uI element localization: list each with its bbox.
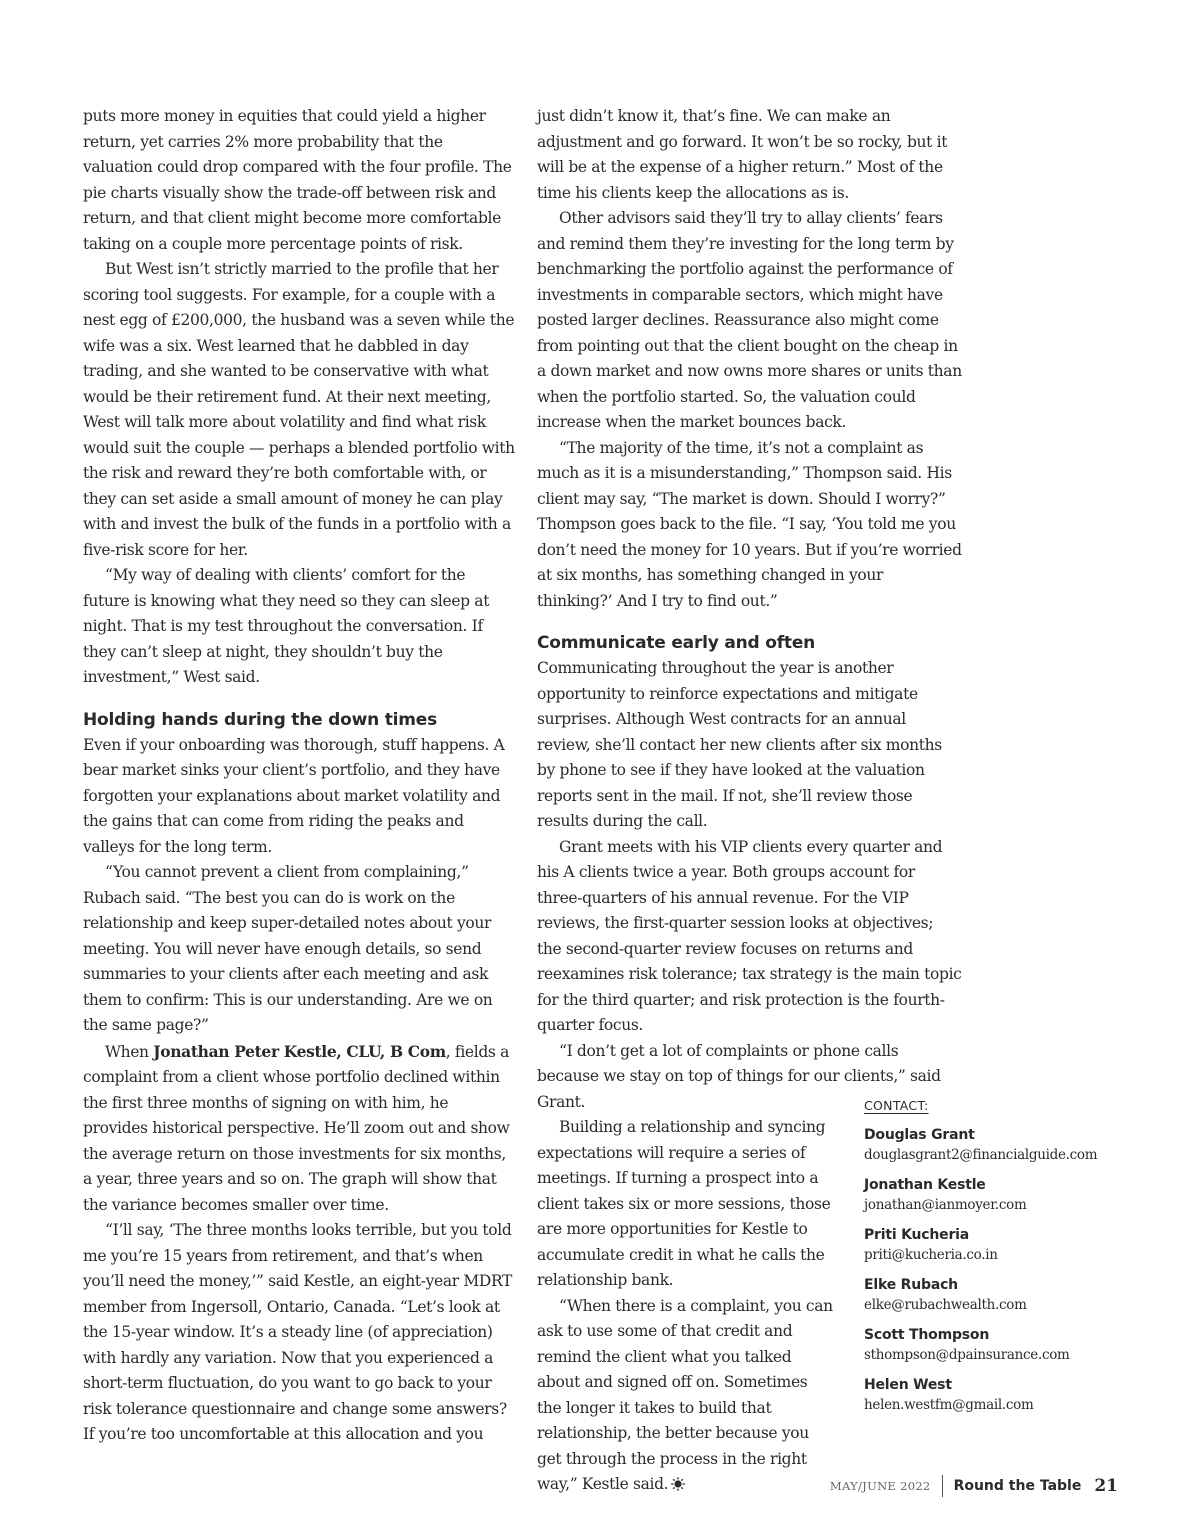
body-paragraph: Other advisors said they’ll try to allay clients’ fears and remind them they’re investing for the long term by benchmarking the portfolio against the performance of investments in comparable sectors, which might have posted larger declines. Reassurance also might come from pointing out that the client bought on the cheap in a down market and now owns more shares or units than when the portfolio started. So, the valuation could increase when the market bounces back. [537,209,962,431]
contact-entry [864,1375,1164,1415]
body-paragraph: Grant meets with his VIP clients every quarter and his A clients twice a year. Both groups account for three-quarters of his annual revenue. For the VIP reviews, the first-quarter session looks at objectives; the second-quarter review focuses on returns and reexamines risk tolerance; tax strategy is the main topic for the third quarter; and risk protection is the fourth-quarter focus. [537,837,962,1034]
contact-email-link[interactable]: sthompson@dpainsurance.com [864,1347,1070,1363]
issue-date: MAY/JUNE 2022 [829,1479,931,1493]
body-paragraph: puts more money in equities that could yield a higher return, yet carries 2% more probability that the valuation could drop compared with the four profile. The pie charts visually show the trade-off between risk and return, and that client might become more comfortable taking on a couple more percentage points of risk. [83,107,512,253]
contact-email-link[interactable]: elke@rubachwealth.com [864,1297,1027,1313]
contact-name: Jonathan Kestle [864,1177,986,1193]
contact-name: Elke Rubach [864,1277,958,1293]
sun-end-mark-icon [671,1477,685,1491]
body-paragraph [537,1294,835,1498]
body-paragraph: “You cannot prevent a client from complaining,” Rubach said. “The best you can do is work on the relationship and keep super-detailed notes about your meeting. You will never have enough details, so send summaries to your clients after each meeting and ask them to confirm: This is our understanding. Are we on the same page?” [83,863,493,1034]
contact-heading: CONTACT: [864,1098,929,1113]
body-paragraph: Building a relationship and syncing expectations will require a series of meetings. If turning a prospect into a client takes six or more sessions, those are more opportunities for Kestle to accumulate credit in what he calls the relationship bank. [537,1118,831,1289]
contact-name: Priti Kucheria [864,1227,970,1243]
page-number: 21 [1094,1476,1118,1496]
body-paragraph: “The majority of the time, it’s not a complaint as much as it is a misunderstanding,” Thompson said. His client may say, “The market is down. Should I worry?” Thompson goes back to the file. “I say, ‘You told me you don’t need the money for 10 years. But if you’re worried at six months, has something changed in your thinking?’ And I try to find out.” [537,438,962,610]
body-paragraph [83,1039,515,1219]
body-paragraph: “I’ll say, ‘The three months looks terrible, but you told me you’re 15 years from retirement, and that’s when you’ll need the money,’” said Kestle, an eight-year MDRT member from Ingersoll, Ontario, Canada. “Let’s look at the 15-year window. It’s a steady line (of appreciation) with hardly any variation. Now that you experienced a short-term fluctuation, do you want to go back to your risk tolerance questionnaire and change some answers? If you’re too uncomfortable at this allocation and you [83,1221,513,1443]
paragraph-text: When [105,1042,154,1061]
contact-email-link[interactable]: helen.westfm@gmail.com [864,1397,1034,1413]
left-column [83,104,515,1448]
section-heading: Holding hands during the down times [83,709,438,730]
contact-entry [864,1225,1164,1265]
contact-box [864,1098,1164,1425]
contact-name: Helen West [864,1377,952,1393]
footer-divider [942,1475,943,1497]
paragraph-text: , fields a complaint from a client whose portfolio declined within the first three months of signing on with him, he provides historical perspective. He’ll zoom out and show the average return on those investments for six months, a year, three years and so on. The graph will show that the variance becomes smaller over time. [83,1042,510,1214]
advisor-name: Jonathan Peter Kestle, CLU, B Com [153,1041,446,1061]
body-paragraph: “I don’t get a lot of complaints or phone calls because we stay on top of things for our clients,” said Grant. [537,1041,941,1111]
contact-entry [864,1275,1164,1315]
body-paragraph: Even if your onboarding was thorough, stuff happens. A bear market sinks your client’s portfolio, and they have forgotten your explanations about market volatility and the gains that can come from riding the peaks and valleys for the long term. [83,735,505,856]
contact-name: Douglas Grant [864,1127,975,1143]
contact-email-link[interactable]: priti@kucheria.co.in [864,1247,998,1263]
contact-email-link[interactable]: douglasgrant2@financialguide.com [864,1147,1098,1163]
section-heading: Communicate early and often [537,633,816,653]
contact-email-link[interactable]: jonathan@ianmoyer.com [864,1197,1027,1213]
paragraph-text: “When there is a complaint, you can ask to use some of that credit and remind the client what you talked about and signed off on. Sometimes the longer it takes to build that relationship, the better because you get through the process in the right way,” Kestle said. [537,1296,833,1493]
page-footer [830,1474,1118,1498]
contact-entry [864,1175,1164,1215]
body-paragraph: Communicating throughout the year is another opportunity to reinforce expectations and mitigate surprises. Although West contracts for an annual review, she’ll contact her new clients after six months by phone to see if they have looked at the valuation reports sent in the mail. If not, she’ll review those results during the call. [537,659,942,830]
body-paragraph: But West isn’t strictly married to the profile that her scoring tool suggests. For example, for a couple with a nest egg of £200,000, the husband was a seven while the wife was a six. West learned that he dabbled in day trading, and she wanted to be conservative with what would be their retirement fund. At their next meeting, West will talk more about volatility and find what risk would suit the couple — perhaps a blended portfolio with the risk and reward they’re both comfortable with, or they can set aside a small amount of money he can play with and invest the bulk of the funds in a portfolio with a five-risk score for her. [83,260,515,559]
body-paragraph: “My way of dealing with clients’ comfort for the future is knowing what they need so they can sleep at night. That is my test throughout the conversation. If they can’t sleep at night, they shouldn’t buy the investment,” West said. [83,566,490,686]
magazine-title: Round the Table [953,1478,1082,1494]
body-paragraph: just didn’t know it, that’s fine. We can make an adjustment and go forward. It won’t be so rocky, but it will be at the expense of a higher return.” Most of the time his clients keep the allocations as is. [537,107,948,202]
contact-entry [864,1125,1164,1165]
contact-entry [864,1325,1164,1365]
contact-name: Scott Thompson [864,1327,990,1343]
